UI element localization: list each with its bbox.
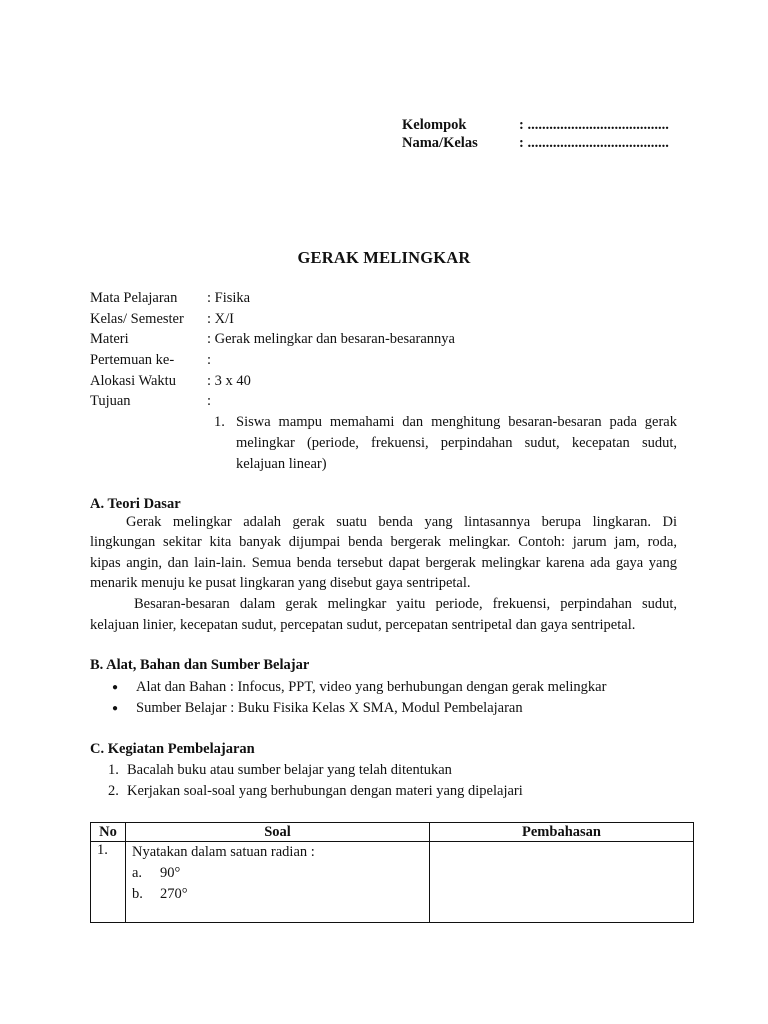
paragraph-line: Besaran-besaran dalam gerak melingkar yaitu periode, frekuensi, perpindahan sudut, <box>134 596 677 612</box>
nama-kelas-label: Nama/Kelas <box>402 135 478 151</box>
header-soal: Soal <box>126 823 430 842</box>
table-row <box>91 842 694 923</box>
tujuan-line: Siswa mampu memahami dan menghitung besaran-besaran pada gerak <box>236 414 677 430</box>
paragraph-line: kipas angin, dan lain-lain. Semua benda tersebut dapat bergerak melingkar karena ada gaya yang <box>90 555 677 571</box>
section-b-heading: B. Alat, Bahan dan Sumber Belajar <box>90 657 310 673</box>
info-value-pertemuan: : <box>207 352 212 368</box>
list-item: Bacalah buku atau sumber belajar yang telah ditentukan <box>127 762 452 778</box>
list-item: Kerjakan soal-soal yang berhubungan dengan materi yang dipelajari <box>127 783 523 799</box>
option-label: a. <box>132 865 143 881</box>
soal-table <box>90 822 694 923</box>
header-no: No <box>91 823 126 842</box>
list-number: 2. <box>108 783 119 799</box>
paragraph-line: menarik menuju ke pusat lingkaran yang disebut gaya sentripetal. <box>90 575 471 591</box>
page-title: GERAK MELINGKAR <box>297 248 471 267</box>
section-a-heading: A. Teori Dasar <box>90 496 181 512</box>
bullet-icon: ● <box>112 682 119 693</box>
option-value: 270° <box>160 886 188 902</box>
list-item: Sumber Belajar : Buku Fisika Kelas X SMA, Modul Pembelajaran <box>136 700 523 716</box>
info-label-mapel: Mata Pelajaran <box>90 290 178 306</box>
nama-kelas-field: : ....................................... <box>519 135 669 151</box>
info-label-alokasi: Alokasi Waktu <box>90 373 176 389</box>
option-value: 90° <box>160 865 181 881</box>
info-value-alokasi: : 3 x 40 <box>207 373 251 389</box>
cell-pembahasan[interactable] <box>430 842 694 923</box>
header-pembahasan: Pembahasan <box>430 823 694 842</box>
bullet-icon: ● <box>112 703 119 714</box>
kelompok-field: : ....................................... <box>519 117 669 133</box>
info-label-materi: Materi <box>90 331 129 347</box>
info-label-pertemuan: Pertemuan ke- <box>90 352 175 368</box>
cell-soal <box>126 842 430 923</box>
paragraph-line: kelajuan linier, kecepatan sudut, percepatan sudut, percepatan sentripetal dan gaya sentripetal. <box>90 617 636 633</box>
tujuan-number: 1. <box>214 414 225 430</box>
info-value-materi: : Gerak melingkar dan besaran-besarannya <box>207 331 455 347</box>
paragraph-line: lingkungan sekitar kita banyak dijumpai benda bergerak melingkar. Contoh: jarum jam, roda, <box>90 534 677 550</box>
soal-question: Nyatakan dalam satuan radian : <box>132 844 315 860</box>
option-label: b. <box>132 886 143 902</box>
section-c-heading: C. Kegiatan Pembelajaran <box>90 741 255 757</box>
tujuan-line: kelajuan linear) <box>236 456 327 472</box>
info-value-kelas: : X/I <box>207 311 234 327</box>
soal-option <box>132 884 423 905</box>
list-item: Alat dan Bahan : Infocus, PPT, video yang berhubungan dengan gerak melingkar <box>136 679 607 695</box>
info-value-tujuan: : <box>207 393 212 409</box>
list-number: 1. <box>108 762 119 778</box>
kelompok-label: Kelompok <box>402 117 467 133</box>
info-label-tujuan: Tujuan <box>90 393 131 409</box>
tujuan-line: melingkar (periode, frekuensi, perpindahan sudut, kecepatan sudut, <box>236 435 677 451</box>
info-value-mapel: : Fisika <box>207 290 251 306</box>
table-header-row <box>91 823 694 842</box>
paragraph-line: Gerak melingkar adalah gerak suatu benda yang lintasannya berupa lingkaran. Di <box>126 514 677 530</box>
info-label-kelas: Kelas/ Semester <box>90 311 184 327</box>
soal-option <box>132 863 423 884</box>
cell-no: 1. <box>91 842 126 923</box>
